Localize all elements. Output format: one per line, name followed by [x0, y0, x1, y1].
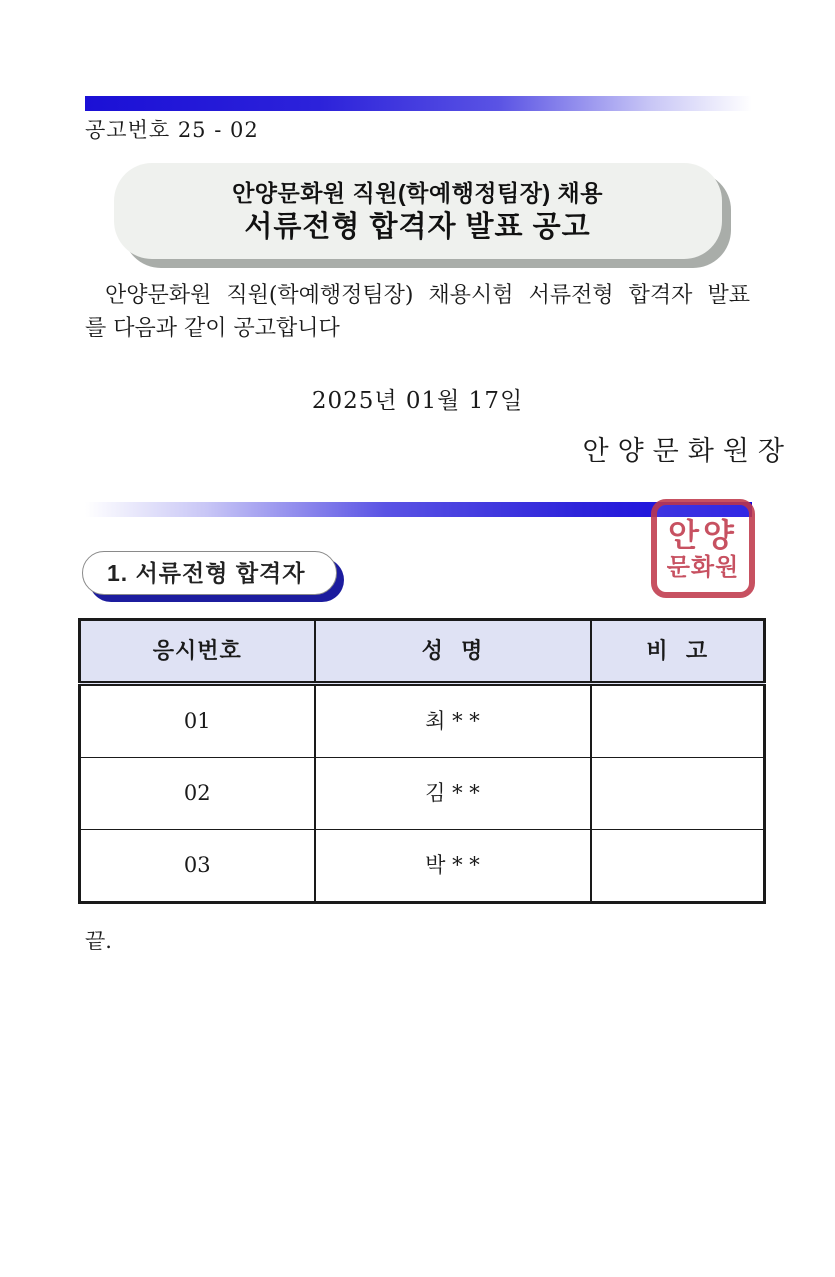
title-line-1: 안양문화원 직원(학예행정팀장) 채용 — [232, 180, 603, 206]
table-body — [80, 684, 765, 903]
cell-applicant-number: 01 — [80, 684, 315, 758]
paragraph-line-2: 를 다음과 같이 공고합니다 — [85, 316, 340, 341]
cell-note — [591, 758, 765, 830]
cell-name: 김 * * — [315, 758, 591, 830]
cell-name: 최 * * — [315, 684, 591, 758]
paragraph-line-1: 안양문화원 직원(학예행정팀장) 채용시험 서류전형 합격자 발표 — [105, 283, 750, 308]
table-row — [80, 830, 765, 903]
cell-applicant-number: 02 — [80, 758, 315, 830]
seal-text-top: 안양 — [668, 515, 738, 554]
title-box — [114, 163, 722, 259]
cell-note — [591, 684, 765, 758]
cell-note — [591, 830, 765, 903]
table-header — [80, 620, 765, 684]
seal-text-bottom: 문화원 — [666, 551, 740, 581]
column-header-name: 성 명 — [315, 620, 591, 684]
cell-applicant-number: 03 — [80, 830, 315, 903]
document-page — [0, 96, 835, 1277]
table-header-row — [80, 620, 765, 684]
top-gradient-bar — [85, 96, 752, 111]
table-row — [80, 758, 765, 830]
title-line-2: 서류전형 합격자 발표 공고 — [244, 211, 591, 243]
official-seal-stamp — [651, 499, 755, 598]
table-row — [80, 684, 765, 758]
column-header-note: 비 고 — [591, 620, 765, 684]
announcement-date: 2025년 01월 17일 — [311, 388, 524, 414]
announcement-paragraph — [85, 279, 750, 345]
signature-line: 안양문화원장 — [582, 436, 793, 467]
notice-number: 공고번호 25 - 02 — [85, 118, 259, 142]
end-mark: 끝. — [85, 929, 112, 953]
cell-name: 박 * * — [315, 830, 591, 903]
pass-list-table — [78, 618, 766, 904]
column-header-applicant-number: 응시번호 — [80, 620, 315, 684]
section-title-pill: 1. 서류전형 합격자 — [82, 551, 337, 595]
